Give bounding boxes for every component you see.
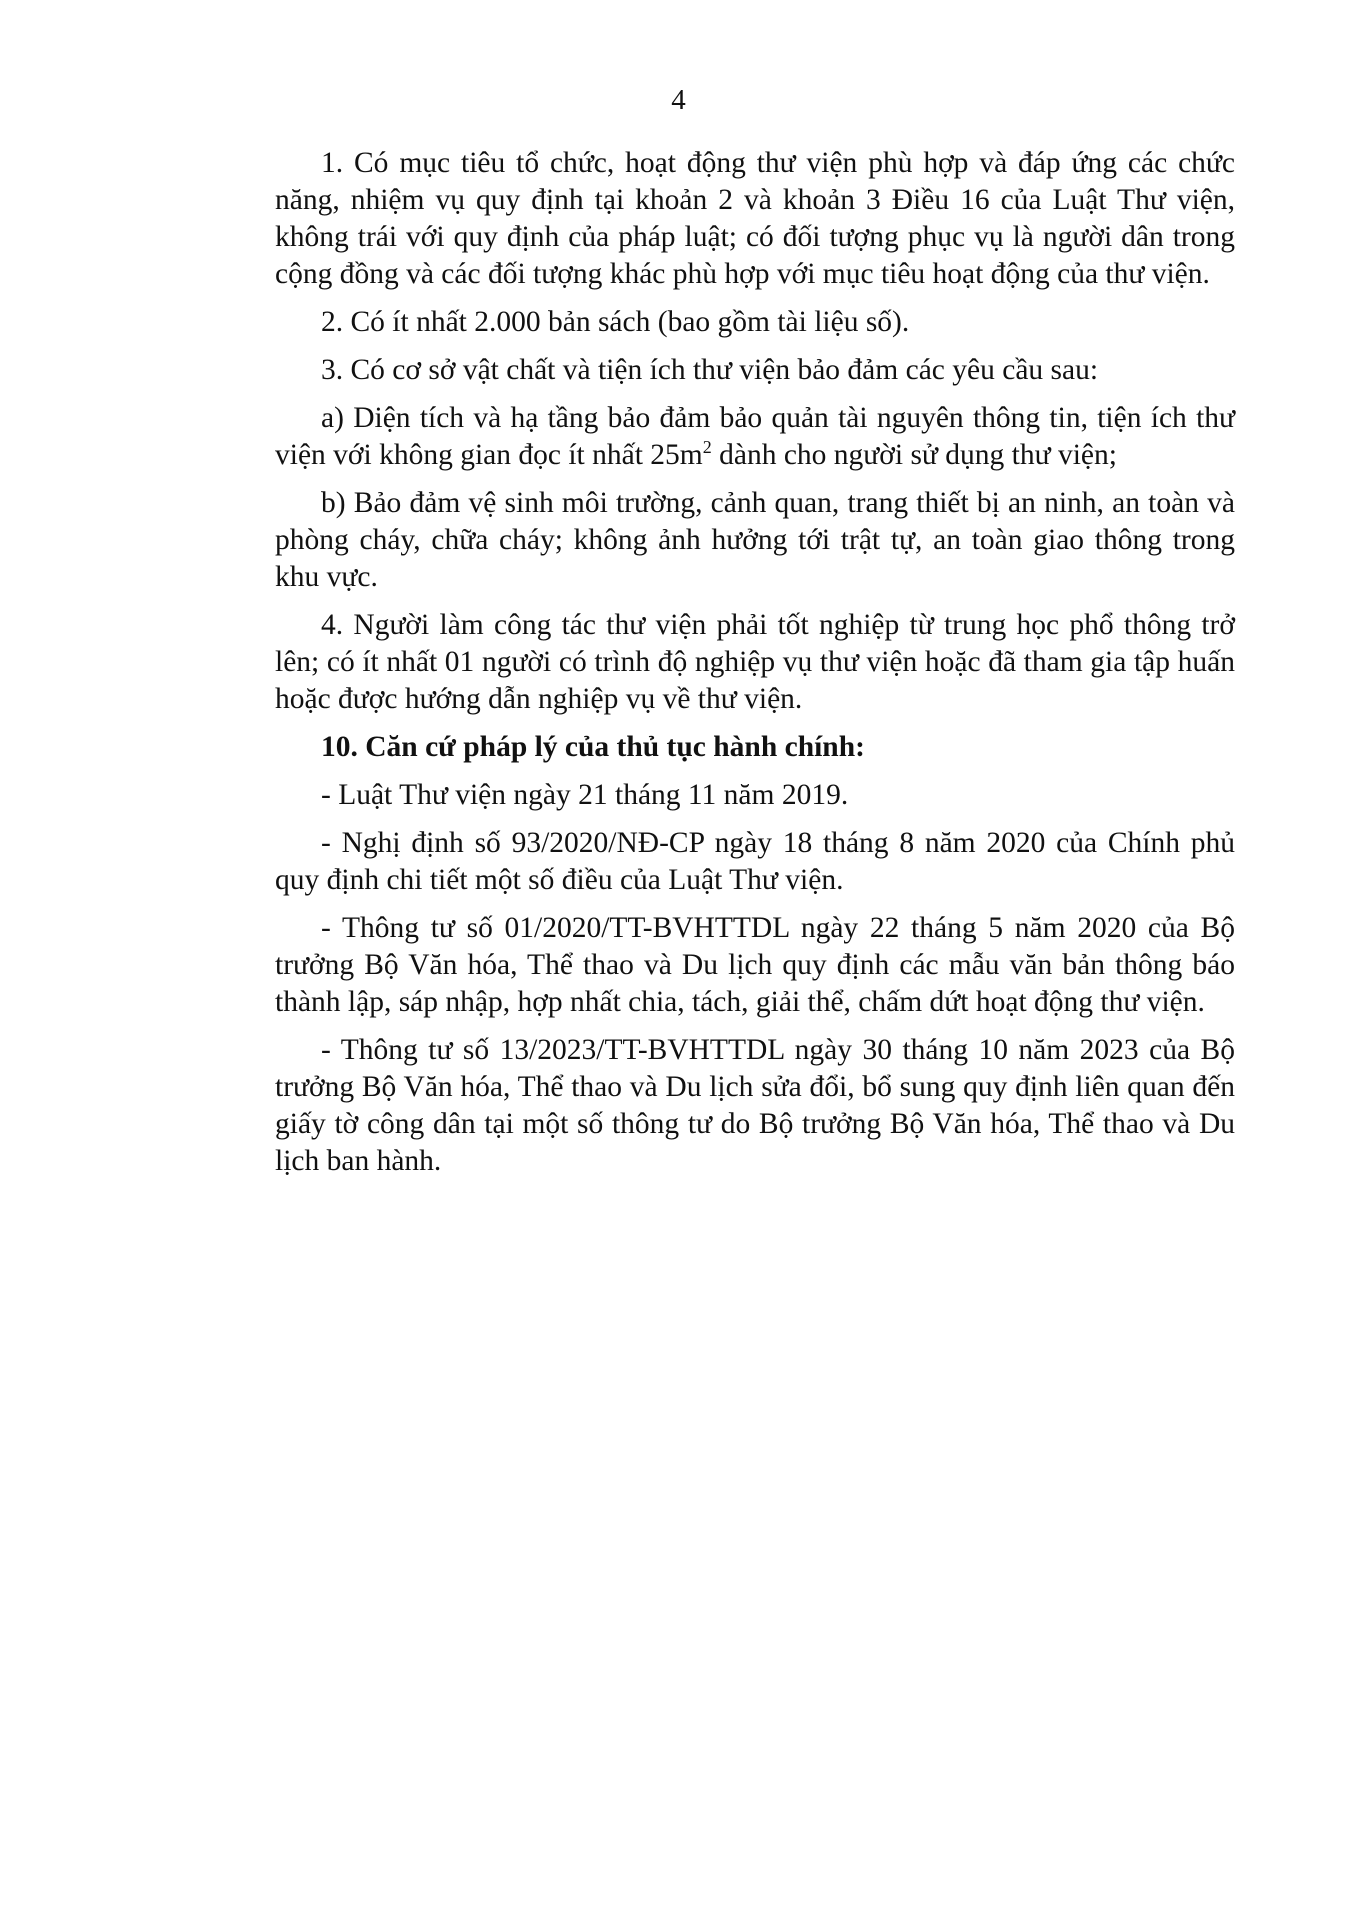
condition-4-paragraph: 4. Người làm công tác thư viện phải tốt nghiệp từ trung học phổ thông trở lên; có ít nhất 01 người có trình độ nghiệp vụ thư viện hoặc đã tham gia tập huấn hoặc được hướng dẫn nghiệp vụ về thư viện. [275, 609, 1235, 715]
legal-basis-item-4: - Thông tư số 13/2023/TT-BVHTTDL ngày 30 tháng 10 năm 2023 của Bộ trưởng Bộ Văn hóa, Thể thao và Du lịch sửa đổi, bổ sung quy định liên quan đến giấy tờ công dân tại một số thông tư do Bộ trưởng Bộ Văn hóa, Thể thao và Du lịch ban hành. [275, 1034, 1235, 1177]
legal-basis-item-3: - Thông tư số 01/2020/TT-BVHTTDL ngày 22 tháng 5 năm 2020 của Bộ trưởng Bộ Văn hóa, Thể thao và Du lịch quy định các mẫu văn bản thông báo thành lập, sáp nhập, hợp nhất chia, tách, giải thể, chấm dứt hoạt động thư viện. [275, 912, 1235, 1018]
condition-3a-text: a) Diện tích và hạ tầng bảo đảm bảo quản tài nguyên thông tin, tiện ích thư viện với không gian đọc ít nhất 25m [275, 402, 1235, 471]
page-number: 4 [671, 84, 686, 116]
condition-3a-paragraph [275, 400, 1235, 474]
square-meter-superscript: 2 [702, 437, 712, 458]
condition-3b-paragraph: b) Bảo đảm vệ sinh môi trường, cảnh quan, trang thiết bị an ninh, an toàn và phòng cháy, chữa cháy; không ảnh hưởng tới trật tự, an toàn giao thông trong khu vực. [275, 487, 1235, 593]
legal-basis-item-2: - Nghị định số 93/2020/NĐ-CP ngày 18 tháng 8 năm 2020 của Chính phủ quy định chi tiết một số điều của Luật Thư viện. [275, 827, 1235, 896]
legal-basis-item-1: - Luật Thư viện ngày 21 tháng 11 năm 2019. [321, 779, 849, 811]
condition-2-paragraph: 2. Có ít nhất 2.000 bản sách (bao gồm tài liệu số). [321, 306, 910, 338]
condition-1-paragraph: 1. Có mục tiêu tổ chức, hoạt động thư viện phù hợp và đáp ứng các chức năng, nhiệm vụ quy định tại khoản 2 và khoản 3 Điều 16 của Luật Thư viện, không trái với quy định của pháp luật; có đối tượng phục vụ là người dân trong cộng đồng và các đối tượng khác phù hợp với mục tiêu hoạt động của thư viện. [275, 147, 1235, 290]
condition-3-paragraph: 3. Có cơ sở vật chất và tiện ích thư viện bảo đảm các yêu cầu sau: [321, 354, 1099, 386]
condition-3a-text-end: dành cho người sử dụng thư viện; [711, 439, 1117, 471]
legal-basis-heading: 10. Căn cứ pháp lý của thủ tục hành chính: [321, 731, 865, 763]
document-body [275, 145, 1235, 1191]
